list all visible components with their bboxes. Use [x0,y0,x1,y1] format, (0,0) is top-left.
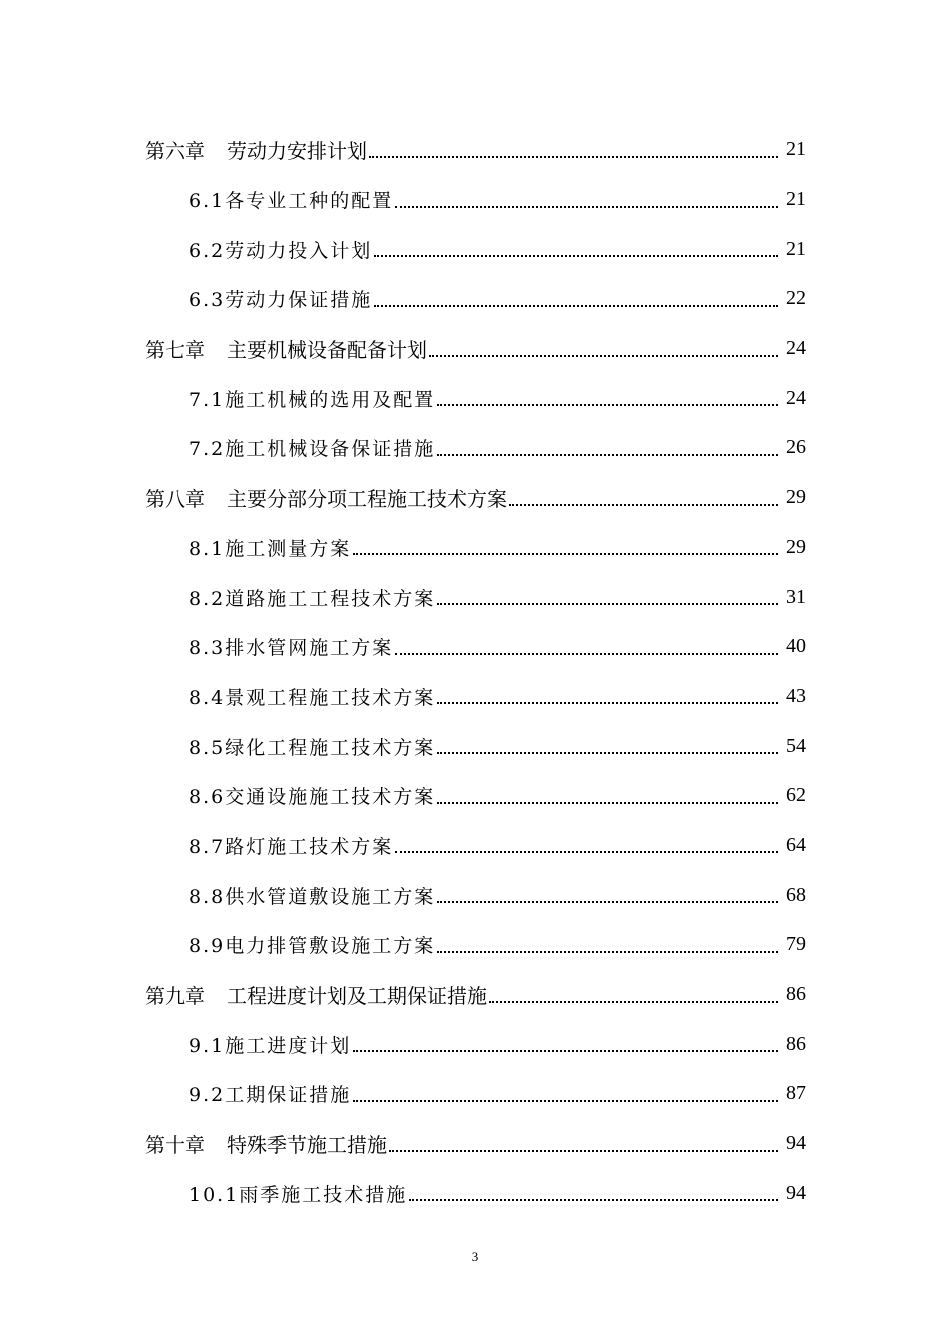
chapter-title: 劳动力安排计划 [227,139,367,164]
toc-page-number: 29 [786,486,806,509]
toc-page-number: 86 [786,983,806,1006]
dot-leader [437,802,778,804]
toc-section-7-1[interactable] [0,373,950,423]
toc-section-8-4[interactable] [0,672,950,722]
toc-chapter-10[interactable] [0,1119,950,1169]
dot-leader [353,1100,778,1102]
dot-leader [437,901,778,903]
section-title: 9.1施工进度计划 [189,1034,352,1057]
section-title: 8.6交通设施施工技术方案 [189,786,436,809]
section-title: 7.1施工机械的选用及配置 [189,388,436,411]
table-of-contents [0,125,950,1218]
section-title: 8.7路灯施工技术方案 [189,835,394,858]
toc-page-number: 94 [786,1181,806,1204]
chapter-title: 工程进度计划及工期保证措施 [227,984,487,1009]
toc-section-9-1[interactable] [0,1019,950,1069]
footer-page-number: 3 [471,1249,479,1264]
toc-section-7-2[interactable] [0,423,950,473]
toc-chapter-label [145,1129,387,1158]
dot-leader [509,504,778,506]
toc-page-number: 43 [786,684,806,707]
dot-leader [437,752,778,754]
section-title: 8.5绿化工程施工技术方案 [189,736,436,759]
toc-section-6-3[interactable] [0,274,950,324]
toc-section-8-2[interactable] [0,572,950,622]
toc-section-8-6[interactable] [0,771,950,821]
toc-page-number: 21 [786,188,806,211]
dot-leader [437,454,778,456]
toc-page-number: 26 [786,436,806,459]
dot-leader [389,1150,778,1152]
section-title: 8.8供水管道敷设施工方案 [189,885,436,908]
section-title: 8.9电力排管敷设施工方案 [189,935,436,958]
toc-chapter-9[interactable] [0,970,950,1020]
dot-leader [489,1001,778,1003]
toc-chapter-label [145,483,507,512]
chapter-title: 特殊季节施工措施 [227,1133,387,1158]
dot-leader [353,1050,778,1052]
toc-page-number: 21 [786,237,806,260]
toc-section-6-1[interactable] [0,175,950,225]
toc-page-number: 79 [786,933,806,956]
toc-chapter-label [145,334,427,363]
toc-section-8-8[interactable] [0,870,950,920]
section-title: 8.1施工测量方案 [189,537,352,560]
toc-section-8-7[interactable] [0,821,950,871]
toc-page-number: 29 [786,535,806,558]
toc-section-8-3[interactable] [0,622,950,672]
dot-leader [429,355,778,357]
chapter-number: 第七章 [145,338,205,363]
section-title: 8.4景观工程施工技术方案 [189,686,436,709]
toc-page-number: 87 [786,1082,806,1105]
dot-leader [395,653,778,655]
section-title: 8.3排水管网施工方案 [189,637,394,660]
dot-leader [395,206,778,208]
chapter-number: 第十章 [145,1133,205,1158]
dot-leader [395,851,778,853]
toc-chapter-label [145,980,487,1009]
chapter-number: 第六章 [145,139,205,164]
toc-section-10-1[interactable] [0,1168,950,1218]
toc-page-number: 31 [786,585,806,608]
section-title: 6.2劳动力投入计划 [189,239,373,262]
chapter-title: 主要机械设备配备计划 [227,338,427,363]
section-title: 6.3劳动力保证措施 [189,289,373,312]
dot-leader [369,156,778,158]
toc-chapter-label [145,135,367,164]
section-title: 6.1各专业工种的配置 [189,190,394,213]
toc-page-number: 40 [786,635,806,658]
toc-page-number: 24 [786,337,806,360]
chapter-number: 第九章 [145,984,205,1009]
toc-page-number: 94 [786,1132,806,1155]
toc-section-8-1[interactable] [0,523,950,573]
dot-leader [374,255,778,257]
toc-page-number: 64 [786,833,806,856]
dot-leader [437,404,778,406]
chapter-number: 第八章 [145,487,205,512]
toc-section-9-2[interactable] [0,1069,950,1119]
section-title: 9.2工期保证措施 [189,1084,352,1107]
toc-section-8-5[interactable] [0,721,950,771]
dot-leader [437,702,778,704]
section-title: 7.2施工机械设备保证措施 [189,438,436,461]
dot-leader [437,951,778,953]
toc-chapter-8[interactable] [0,473,950,523]
toc-chapter-6[interactable] [0,125,950,175]
chapter-title: 主要分部分项工程施工技术方案 [227,487,507,512]
section-title: 8.2道路施工工程技术方案 [189,587,436,610]
toc-page-number: 62 [786,784,806,807]
toc-page-number: 24 [786,386,806,409]
toc-section-6-2[interactable] [0,224,950,274]
dot-leader [374,305,778,307]
toc-page-number: 68 [786,883,806,906]
dot-leader [353,553,778,555]
section-title: 10.1雨季施工技术措施 [189,1183,408,1206]
toc-page-number: 21 [786,138,806,161]
toc-page-number: 86 [786,1032,806,1055]
dot-leader [437,603,778,605]
dot-leader [409,1199,778,1201]
toc-page-number: 22 [786,287,806,310]
toc-chapter-7[interactable] [0,324,950,374]
toc-page-number: 54 [786,734,806,757]
toc-section-8-9[interactable] [0,920,950,970]
